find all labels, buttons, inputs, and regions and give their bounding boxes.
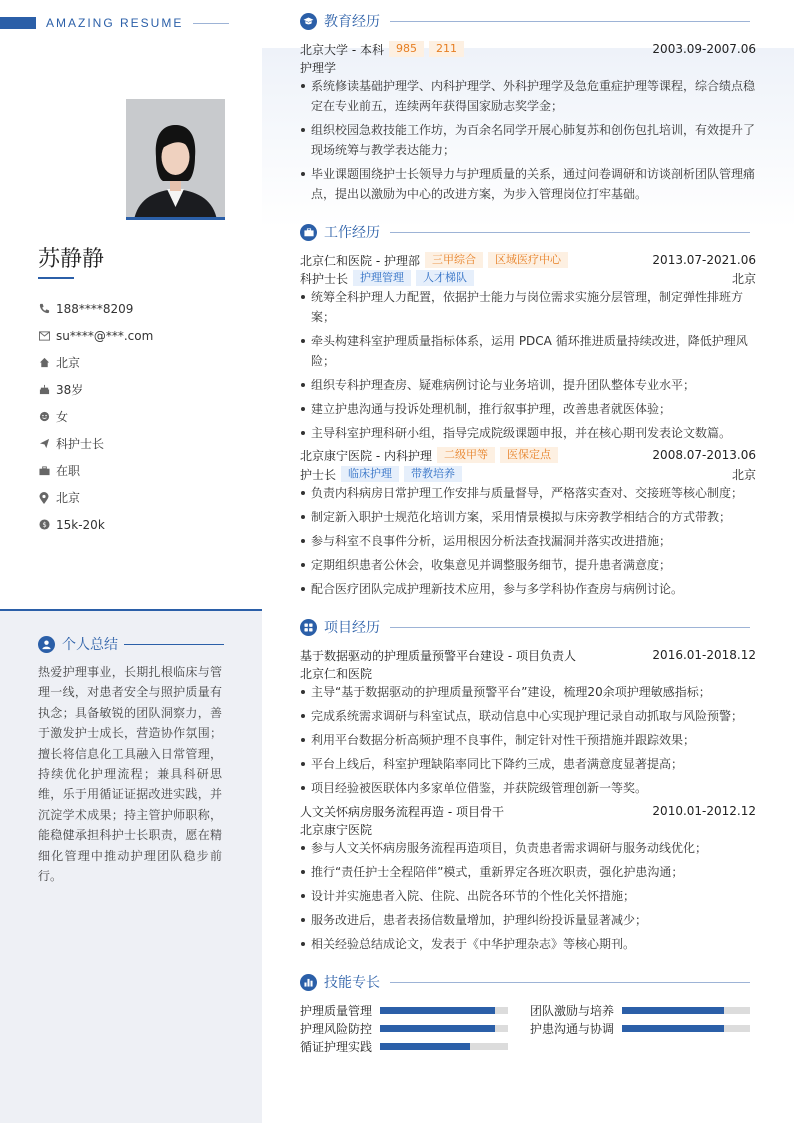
project-period: 2016.01-2018.12 (652, 648, 756, 662)
job-org: 北京仁和医院 - 护理部 (300, 253, 420, 268)
info-status (38, 457, 153, 484)
education-tag: 985 (389, 41, 424, 57)
job-org-tag: 区域医疗中心 (488, 252, 568, 268)
list-item: 参与人文关怀病房服务流程再造项目，负责患者需求调研与服务动线优化； (300, 838, 756, 858)
list-item: 毕业课题围绕护士长领导力与护理质量的关系，通过问卷调研和访谈剖析团队管理痛点，提出以激励为中心的改进方案，为步入管理岗位打牢基础。 (300, 164, 756, 204)
job-period: 2008.07-2013.06 (652, 448, 756, 462)
projects-section-header (300, 618, 756, 636)
email-text: su****@***.com (56, 328, 154, 343)
job-bullets (300, 287, 756, 447)
brand-text: AMAZING RESUME (46, 16, 184, 30)
education-school: 北京大学 - 本科 (300, 42, 384, 57)
job-role: 护士长 (300, 467, 337, 482)
list-item: 系统修读基础护理学、内科护理学、外科护理学及急危重症护理等课程，综合绩点稳定在专业前五，连续两年获得国家励志奖学金； (300, 76, 756, 116)
age-text: 38岁 (56, 383, 84, 397)
list-item: 定期组织患者公休会，收集意见并调整服务细节，提升患者满意度； (300, 555, 756, 575)
work-section-header (300, 223, 756, 241)
gender-icon (38, 411, 50, 423)
residence-text: 北京 (56, 356, 81, 370)
job-period: 2013.07-2021.06 (652, 253, 756, 267)
job-bullets (300, 483, 756, 603)
skill-item (530, 1020, 756, 1036)
graduation-cap-icon (300, 13, 317, 30)
name-underline (38, 277, 74, 279)
education-bullets (300, 76, 756, 208)
skill-item (530, 1002, 756, 1018)
skill-label: 团队激励与培养 (530, 1003, 615, 1018)
list-item: 建立护患沟通与投诉处理机制，推行叙事护理，改善患者就医体验； (300, 399, 756, 419)
position-text: 科护士长 (56, 437, 105, 451)
status-text: 在职 (56, 464, 81, 478)
job-role-tag: 人才梯队 (416, 270, 474, 286)
skill-bar (380, 1025, 508, 1032)
skill-label: 护理风险防控 (300, 1021, 373, 1036)
skill-bar-fill (622, 1025, 724, 1032)
project-org: 北京康宁医院 (300, 822, 373, 837)
project-org-row (300, 665, 756, 681)
project-name: 基于数据驱动的护理质量预警平台建设 - 项目负责人 (300, 648, 576, 663)
list-item: 参与科室不良事件分析，运用根因分析法查找漏洞并落实改进措施； (300, 531, 756, 551)
list-item: 组织校园急救技能工作坊，为百余名同学开展心肺复苏和创伤包扎培训，有效提升了现场统筹与教学表达能力； (300, 120, 756, 160)
summary-section-header (38, 634, 224, 654)
list-item: 配合医疗团队完成护理新技术应用，参与多学科协作查房与病例讨论。 (300, 579, 756, 599)
briefcase-icon (300, 224, 317, 241)
education-divider (390, 21, 750, 22)
work-divider (390, 232, 750, 233)
education-title: 教育经历 (324, 14, 380, 30)
list-item: 完成系统需求调研与科室试点，联动信息中心实现护理记录自动抓取与风险预警； (300, 706, 756, 726)
bar-chart-icon (300, 974, 317, 991)
job-header-row (300, 447, 756, 463)
projects-title: 项目经历 (324, 620, 380, 636)
skill-bar-fill (380, 1007, 495, 1014)
project-org: 北京仁和医院 (300, 666, 373, 681)
job-org-tag: 三甲综合 (425, 252, 483, 268)
brand-header (0, 16, 229, 30)
education-section-header (300, 12, 756, 30)
info-age (38, 376, 153, 403)
project-header-row (300, 647, 756, 663)
send-icon (38, 438, 50, 450)
job-role-tag: 带教培养 (404, 466, 462, 482)
education-tag: 211 (429, 41, 464, 57)
skill-label: 循证护理实践 (300, 1039, 373, 1054)
phone-text: 188****8209 (56, 301, 134, 316)
location-text: 北京 (56, 491, 81, 505)
profile-name: 苏静静 (38, 247, 105, 272)
job-role-tag: 临床护理 (341, 466, 399, 482)
summary-text: 热爱护理事业，长期扎根临床与管理一线，对患者安全与照护质量有执念；具备敏锐的团队洞察力，善于激发护士成长，营造协作氛围；擅长将信息化工具融入日常管理，持续优化护理流程；兼具科研思维，乐于用循证证据改进实践，并沉淀学术成果；持主管护师职称，能稳健承担科护士长职责，愿在精细化管理中推动护理团队稳步前行。 (38, 665, 222, 884)
summary-divider (124, 644, 224, 645)
list-item: 统筹全科护理人力配置，依据护士能力与岗位需求实施分层管理，制定弹性排班方案； (300, 287, 756, 327)
skill-label: 护理质量管理 (300, 1003, 373, 1018)
skill-label: 护患沟通与协调 (530, 1021, 615, 1036)
briefcase-icon (38, 465, 50, 477)
education-major: 护理学 (300, 60, 337, 75)
user-icon (38, 636, 55, 653)
info-position (38, 430, 153, 457)
skills-title: 技能专长 (324, 975, 380, 991)
work-title: 工作经历 (324, 225, 380, 241)
skills-divider (390, 982, 750, 983)
job-org-tag: 二级甲等 (437, 447, 495, 463)
skill-item (300, 1020, 510, 1036)
list-item: 平台上线后，科室护理缺陷率同比下降约三成，患者满意度显著提高； (300, 754, 756, 774)
project-org-row (300, 821, 756, 837)
skill-bar (622, 1025, 750, 1032)
job-org: 北京康宁医院 - 内科护理 (300, 448, 432, 463)
list-item: 设计并实施患者入院、住院、出院各环节的个性化关怀措施； (300, 886, 756, 906)
list-item: 组织专科护理查房、疑难病例讨论与业务培训，提升团队整体专业水平； (300, 375, 756, 395)
summary-title: 个人总结 (62, 637, 118, 653)
skills-section-header (300, 973, 756, 991)
info-residence (38, 349, 153, 376)
profile-photo (126, 99, 225, 220)
skill-bar (380, 1007, 508, 1014)
info-gender (38, 403, 153, 430)
svg-text:$: $ (41, 520, 47, 529)
skill-bar (622, 1007, 750, 1014)
cake-icon (38, 384, 50, 396)
skill-bar-fill (622, 1007, 724, 1014)
info-salary (38, 511, 153, 538)
list-item: 利用平台数据分析高频护理不良事件，制定针对性干预措施并跟踪效果； (300, 730, 756, 750)
list-item: 相关经验总结成论文，发表于《中华护理杂志》等核心期刊。 (300, 934, 756, 954)
education-major-row (300, 59, 756, 75)
list-item: 主导“基于数据驱动的护理质量预警平台”建设，梳理20余项护理敏感指标； (300, 682, 756, 702)
phone-icon (38, 303, 50, 315)
location-pin-icon (38, 492, 50, 504)
project-name: 人文关怀病房服务流程再造 - 项目骨干 (300, 804, 504, 819)
info-location (38, 484, 153, 511)
job-header-row (300, 252, 756, 268)
gender-text: 女 (56, 410, 69, 424)
job-role-row (300, 270, 756, 286)
project-bullets (300, 838, 756, 958)
salary-icon (38, 519, 50, 531)
skill-item (300, 1002, 510, 1018)
portrait-image (126, 99, 225, 220)
brand-bar (0, 17, 36, 29)
salary-text: 15k-20k (56, 517, 105, 532)
list-item: 服务改进后，患者表扬信数量增加，护理纠纷投诉量显著减少； (300, 910, 756, 930)
job-org-tag: 医保定点 (500, 447, 558, 463)
education-period: 2003.09-2007.06 (652, 42, 756, 56)
list-item: 负责内科病房日常护理工作安排与质量督导，严格落实查对、交接班等核心制度； (300, 483, 756, 503)
skill-item (300, 1038, 510, 1054)
project-period: 2010.01-2012.12 (652, 804, 756, 818)
home-icon (38, 357, 50, 369)
list-item: 项目经验被医联体内多家单位借鉴，并获院级管理创新一等奖。 (300, 778, 756, 798)
job-city: 北京 (731, 467, 756, 482)
list-item: 推行“责任护士全程陪伴”模式，重新界定各班次职责，强化护患沟通； (300, 862, 756, 882)
grid-icon (300, 619, 317, 636)
contact-info-list (38, 295, 153, 538)
project-header-row (300, 803, 756, 819)
mail-icon (38, 330, 50, 342)
job-role-row (300, 466, 756, 482)
list-item: 制定新入职护士规范化培训方案，采用情景模拟与床旁教学相结合的方式带教； (300, 507, 756, 527)
list-item: 主导科室护理科研小组，指导完成院级课题申报，并在核心期刊发表论文数篇。 (300, 423, 756, 443)
skill-bar-fill (380, 1043, 470, 1050)
job-city: 北京 (731, 271, 756, 286)
skill-bar (380, 1043, 508, 1050)
info-email (38, 322, 153, 349)
job-role: 科护士长 (300, 271, 349, 286)
skill-bar-fill (380, 1025, 495, 1032)
list-item: 牵头构建科室护理质量指标体系，运用 PDCA 循环推进质量持续改进，降低护理风险； (300, 331, 756, 371)
info-phone (38, 295, 153, 322)
project-bullets (300, 682, 756, 802)
projects-divider (390, 627, 750, 628)
brand-line (193, 23, 229, 24)
education-header-row (300, 41, 756, 57)
job-role-tag: 护理管理 (353, 270, 411, 286)
